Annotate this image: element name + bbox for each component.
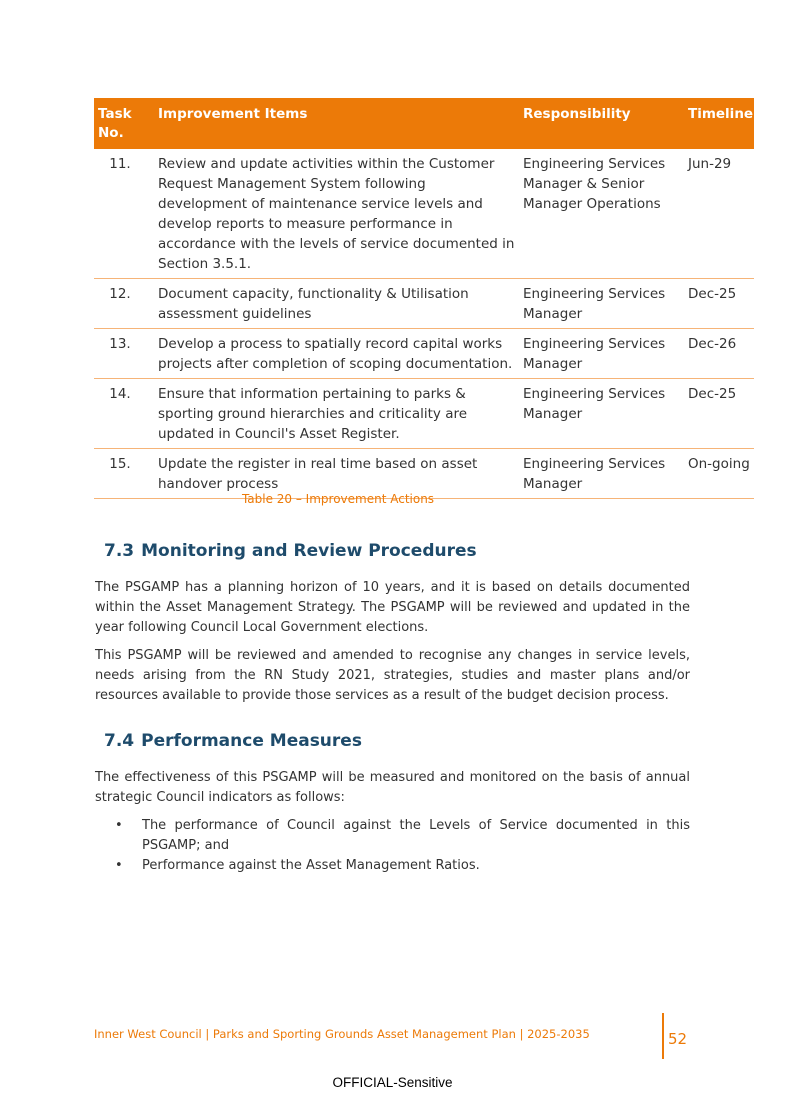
improvement-item: Ensure that information pertaining to parks & sporting ground hierarchies and criticality are updated in Council's Asset Register. <box>154 379 519 449</box>
table-row <box>94 149 754 279</box>
task-number: 11. <box>94 149 154 279</box>
section-heading-7-3 <box>104 541 477 561</box>
section-title: Monitoring and Review Procedures <box>141 541 477 561</box>
bullet-icon: • <box>115 818 123 833</box>
responsibility: Engineering Services Manager <box>519 449 684 499</box>
bullet-list <box>115 816 690 876</box>
improvement-item: Update the register in real time based on asset handover process <box>154 449 519 499</box>
table-header-row <box>94 98 754 149</box>
paragraph: This PSGAMP will be reviewed and amended to recognise any changes in service levels, needs arising from the RN Study 2021, strategies, studies and master plans and/or resources available to provide those services as a result of the budget decision process. <box>95 648 690 703</box>
improvement-item: Document capacity, functionality & Utilisation assessment guidelines <box>154 279 519 329</box>
list-item <box>115 816 690 856</box>
footer-divider <box>662 1013 664 1059</box>
header-responsibility: Responsibility <box>519 98 684 149</box>
section-number: 7.4 <box>104 731 135 751</box>
responsibility: Engineering Services Manager <box>519 379 684 449</box>
list-item-text: The performance of Council against the Levels of Service documented in this PSGAMP; and <box>142 818 690 853</box>
section-number: 7.3 <box>104 541 135 561</box>
timeline: Dec-26 <box>684 329 754 379</box>
page-number: 52 <box>668 1030 688 1048</box>
table-row <box>94 449 754 499</box>
paragraph: The PSGAMP has a planning horizon of 10 years, and it is based on details documented within the Asset Management Strategy. The PSGAMP will be reviewed and updated in the year following Council Local Government elections. <box>95 580 690 635</box>
task-number: 13. <box>94 329 154 379</box>
timeline: On-going <box>684 449 754 499</box>
header-timeline: Timeline <box>684 98 754 149</box>
list-item-text: Performance against the Asset Management Ratios. <box>142 858 480 873</box>
section-title: Performance Measures <box>141 731 362 751</box>
responsibility: Engineering Services Manager <box>519 279 684 329</box>
header-task-no: Task No. <box>94 98 154 149</box>
task-number: 15. <box>94 449 154 499</box>
responsibility: Engineering Services Manager <box>519 329 684 379</box>
table-row <box>94 379 754 449</box>
footer-title: Inner West Council | Parks and Sporting Grounds Asset Management Plan | 2025-2035 <box>94 1027 590 1041</box>
improvement-item: Develop a process to spatially record capital works projects after completion of scoping documentation. <box>154 329 519 379</box>
section-heading-7-4 <box>104 731 362 751</box>
list-item <box>115 856 690 876</box>
paragraph: The effectiveness of this PSGAMP will be measured and monitored on the basis of annual strategic Council indicators as follows: <box>95 770 690 805</box>
header-improvement-items: Improvement Items <box>154 98 519 149</box>
responsibility: Engineering Services Manager & Senior Manager Operations <box>519 149 684 279</box>
timeline: Dec-25 <box>684 279 754 329</box>
table-row <box>94 279 754 329</box>
timeline: Dec-25 <box>684 379 754 449</box>
improvement-actions-table <box>94 98 754 499</box>
classification-label: OFFICIAL-Sensitive <box>332 1075 453 1090</box>
improvement-item: Review and update activities within the Customer Request Management System following development of maintenance service levels and develop reports to measure performance in accordance with the levels of service documented in Section 3.5.1. <box>154 149 519 279</box>
task-number: 14. <box>94 379 154 449</box>
timeline: Jun-29 <box>684 149 754 279</box>
task-number: 12. <box>94 279 154 329</box>
bullet-icon: • <box>115 858 123 873</box>
table-caption: Table 20 – Improvement Actions <box>241 492 435 506</box>
table-row <box>94 329 754 379</box>
